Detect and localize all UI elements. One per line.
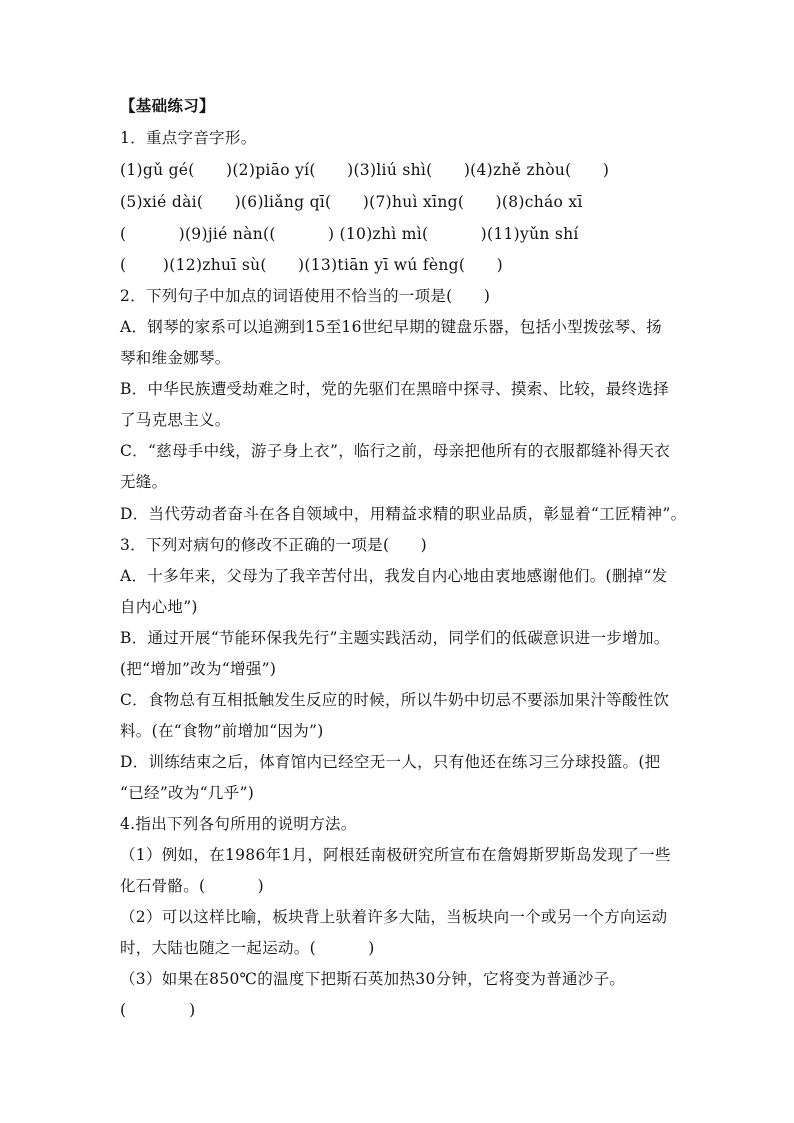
q2-heading: 2．下列句子中加点的词语使用不恰当的一项是( ) bbox=[120, 287, 491, 305]
section-title: 【基础练习】 bbox=[120, 96, 215, 115]
q4-item-1-line-1: （1）例如，在1986年1月，阿根廷南极研究所宣布在詹姆斯罗斯岛发现了一些 bbox=[120, 846, 671, 864]
q3-option-d-line-1: D．训练结束之后，体育馆内已经空无一人，只有他还在练习三分球投篮。(把 bbox=[120, 753, 661, 771]
q3-option-d-line-2: “已经”改为“几乎”) bbox=[120, 784, 255, 802]
q3-option-a-line-1: A．十多年来，父母为了我辛苦付出，我发自内心地由衷地感谢他们。(删掉“发 bbox=[120, 567, 668, 585]
q3-option-a-line-2: 自内心地”) bbox=[120, 598, 198, 616]
q1-line-2: (5)xié dài( )(6)liǎng qī( )(7)huì xīng( )(8)cháo xī bbox=[120, 193, 583, 211]
q2-option-a-line-1: A．钢琴的家系可以追溯到15至16世纪早期的键盘乐器，包括小型拨弦琴、扬 bbox=[120, 318, 662, 336]
q2-option-b-line-2: 了马克思主义。 bbox=[120, 411, 231, 429]
q4-item-1-line-2: 化石骨骼。( ) bbox=[120, 877, 264, 895]
q3-option-b-line-2: (把“增加”改为“增强”) bbox=[120, 660, 277, 678]
q4-item-2-line-2: 时，大陆也随之一起运动。( ) bbox=[120, 939, 375, 957]
q1-line-3: ( )(9)jié nàn(( ) (10)zhì mì( )(11)yǔn shí bbox=[120, 225, 579, 243]
q2-option-c-line-1: C．“慈母手中线，游子身上衣”，临行之前，母亲把他所有的衣服都缝补得天衣 bbox=[120, 442, 671, 460]
q2-option-a-line-2: 琴和维金娜琴。 bbox=[120, 349, 231, 367]
q3-option-c-line-2: 料。(在“食物”前增加“因为”) bbox=[120, 722, 324, 740]
q4-item-3-line-1: （3）如果在850℃的温度下把斯石英加热30分钟，它将变为普通沙子。 bbox=[120, 970, 626, 988]
q2-option-c-line-2: 无缝。 bbox=[120, 473, 168, 491]
q4-heading: 4.指出下列各句所用的说明方法。 bbox=[120, 815, 357, 833]
q1-line-1: (1)gǔ gé( )(2)piāo yí( )(3)liú shì( )(4)zhě zhòu( ) bbox=[120, 161, 610, 179]
q1-line-4: ( )(12)zhuī sù( )(13)tiān yī wú fèng( ) bbox=[120, 256, 503, 274]
q3-heading: 3．下列对病句的修改不正确的一项是( ) bbox=[120, 536, 428, 554]
q3-option-c-line-1: C．食物总有互相抵触发生反应的时候，所以牛奶中切忌不要添加果汁等酸性饮 bbox=[120, 691, 670, 709]
q4-item-2-line-1: （2）可以这样比喻，板块背上驮着许多大陆，当板块向一个或另一个方向运动 bbox=[120, 908, 668, 926]
q4-item-3-line-2: ( ) bbox=[120, 1001, 196, 1019]
q3-option-b-line-1: B．通过开展“节能环保我先行”主题实践活动，同学们的低碳意识进一步增加。 bbox=[120, 629, 670, 647]
q2-option-d-line-1: D．当代劳动者奋斗在各自领域中，用精益求精的职业品质，彰显着“工匠精神”。 bbox=[120, 505, 687, 523]
q2-option-b-line-1: B．中华民族遭受劫难之时，党的先驱们在黑暗中探寻、摸索、比较，最终选择 bbox=[120, 380, 669, 398]
q1-heading: 1．重点字音字形。 bbox=[120, 129, 257, 147]
